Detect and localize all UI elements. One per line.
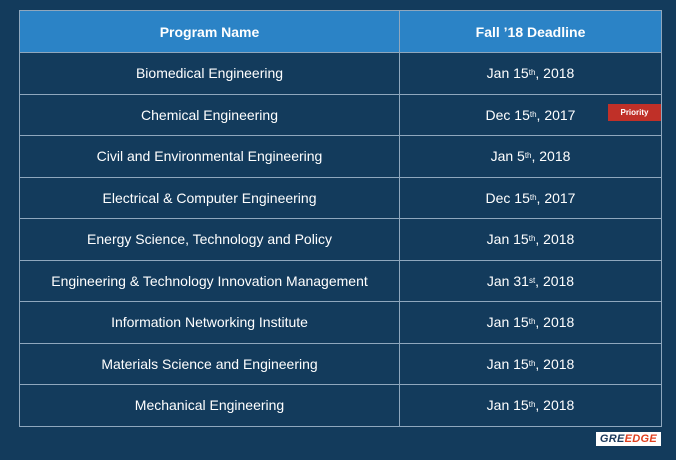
deadline-cell: Dec 15 th , 2017 xyxy=(485,106,576,123)
deadline-year: , 2018 xyxy=(531,148,571,165)
program-name-cell: Biomedical Engineering xyxy=(20,53,400,94)
header-program-name: Program Name xyxy=(20,11,400,52)
program-name-cell: Information Networking Institute xyxy=(20,302,400,343)
deadline-cell: Dec 15 th , 2017 xyxy=(485,189,576,206)
deadline-cell: Jan 15 th , 2018 xyxy=(486,231,575,248)
table-row xyxy=(20,260,661,302)
program-name-cell: Energy Science, Technology and Policy xyxy=(20,219,400,260)
table-row xyxy=(20,94,661,136)
program-name-cell: Mechanical Engineering xyxy=(20,385,400,426)
deadline-month-day: Jan 15 xyxy=(486,397,529,414)
deadline-cell: Jan 31 st , 2018 xyxy=(486,272,575,289)
program-name-cell: Civil and Environmental Engineering xyxy=(20,136,400,177)
deadline-year: , 2018 xyxy=(535,272,575,289)
deadline-year: , 2017 xyxy=(536,106,576,123)
table-row xyxy=(20,343,661,385)
deadline-year: , 2018 xyxy=(535,397,575,414)
program-name-cell: Electrical & Computer Engineering xyxy=(20,178,400,219)
deadline-year: , 2018 xyxy=(535,231,575,248)
deadline-month-day: Jan 5 xyxy=(490,148,525,165)
deadline-cell: Jan 5 th , 2018 xyxy=(490,148,571,165)
table-row xyxy=(20,52,661,94)
deadline-month-day: Jan 15 xyxy=(486,65,529,82)
table-body xyxy=(20,52,661,426)
program-name-cell: Materials Science and Engineering xyxy=(20,344,400,385)
table-row xyxy=(20,384,661,426)
header-deadline: Fall ’18 Deadline xyxy=(475,23,586,40)
deadline-month-day: Dec 15 xyxy=(485,189,530,206)
deadline-year: , 2018 xyxy=(535,355,575,372)
deadline-month-day: Dec 15 xyxy=(485,106,530,123)
deadline-cell: Jan 15 th , 2018 xyxy=(486,314,575,331)
table-row xyxy=(20,218,661,260)
deadline-month-day: Jan 15 xyxy=(486,355,529,372)
deadline-cell: Jan 15 th , 2018 xyxy=(486,65,575,82)
deadlines-table xyxy=(19,10,662,427)
deadline-month-day: Jan 15 xyxy=(486,314,529,331)
deadline-year: , 2018 xyxy=(535,314,575,331)
deadline-month-day: Jan 31 xyxy=(486,272,529,289)
deadline-cell: Jan 15 th , 2018 xyxy=(486,397,575,414)
deadline-cell: Jan 15 th , 2018 xyxy=(486,355,575,372)
table-row xyxy=(20,301,661,343)
program-name-cell: Engineering & Technology Innovation Management xyxy=(20,261,400,302)
deadline-year: , 2018 xyxy=(535,65,575,82)
deadline-month-day: Jan 15 xyxy=(486,231,529,248)
logo-part-gre: GRE xyxy=(599,433,625,445)
deadline-year: , 2017 xyxy=(536,189,576,206)
greedge-logo xyxy=(596,432,661,446)
table-row xyxy=(20,177,661,219)
program-name-cell: Chemical Engineering xyxy=(20,95,400,136)
table-row xyxy=(20,135,661,177)
logo-part-edge: EDGE xyxy=(624,433,657,445)
table-header-row xyxy=(20,10,661,52)
priority-badge: Priority xyxy=(608,104,661,121)
